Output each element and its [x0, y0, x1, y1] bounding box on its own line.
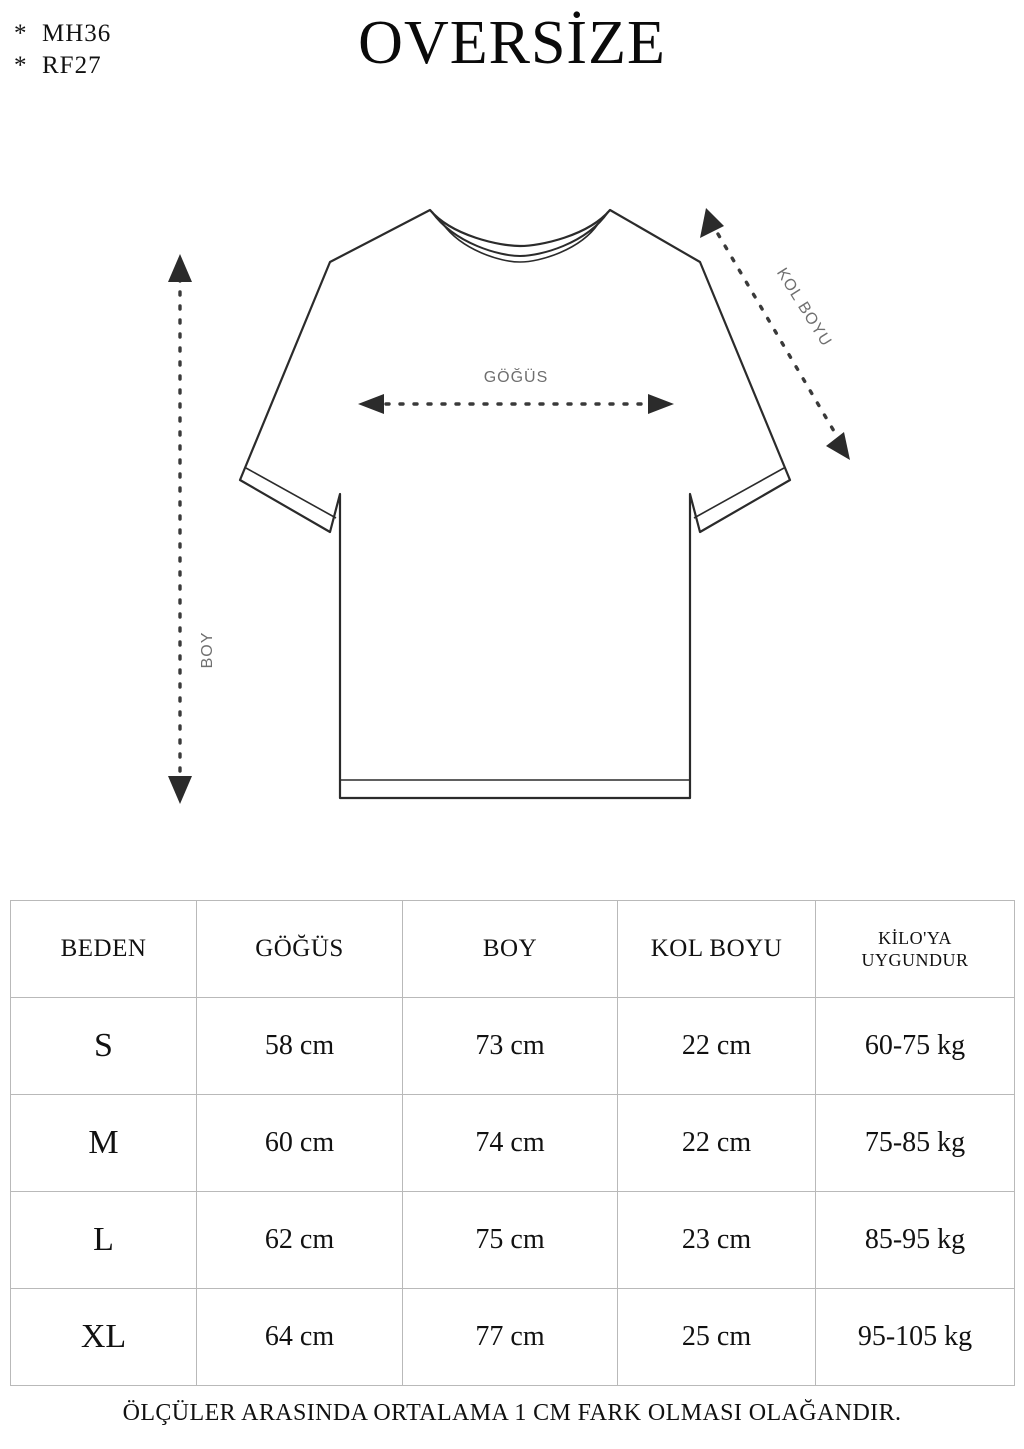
product-code-1: * MH36 [14, 20, 112, 47]
cell-kilo: 75-85 kg [816, 1095, 1015, 1192]
cell-boy: 74 cm [403, 1095, 618, 1192]
cell-boy: 75 cm [403, 1192, 618, 1289]
cell-boy: 73 cm [403, 998, 618, 1095]
tshirt-diagram [0, 150, 1024, 890]
header-boy: BOY [403, 901, 618, 998]
cell-beden: S [11, 998, 197, 1095]
size-table [10, 900, 1015, 1386]
cell-beden: M [11, 1095, 197, 1192]
product-code-2: * RF27 [14, 52, 102, 79]
cell-gogus: 58 cm [197, 998, 403, 1095]
sleeve-label: KOL BOYU [772, 265, 835, 350]
cell-kol-boyu: 22 cm [618, 1095, 816, 1192]
header-kol-boyu: KOL BOYU [618, 901, 816, 998]
header-gogus: GÖĞÜS [197, 901, 403, 998]
length-label: BOY [199, 631, 216, 669]
header-kilo-line1: KİLO'YA [878, 927, 952, 948]
cell-kol-boyu: 23 cm [618, 1192, 816, 1289]
cell-beden: L [11, 1192, 197, 1289]
header-beden: BEDEN [11, 901, 197, 998]
cell-beden: XL [11, 1289, 197, 1386]
header-kilo [816, 901, 1015, 998]
size-table-container [10, 900, 1014, 1386]
cell-kilo: 85-95 kg [816, 1192, 1015, 1289]
cell-kilo: 60-75 kg [816, 998, 1015, 1095]
table-row [11, 1289, 1015, 1386]
cell-boy: 77 cm [403, 1289, 618, 1386]
cell-kol-boyu: 22 cm [618, 998, 816, 1095]
cell-gogus: 60 cm [197, 1095, 403, 1192]
cell-kilo: 95-105 kg [816, 1289, 1015, 1386]
table-row [11, 1192, 1015, 1289]
length-measure-arrow [168, 254, 192, 804]
table-row [11, 1095, 1015, 1192]
table-header-row [11, 901, 1015, 998]
page-title: OVERSİZE [358, 9, 666, 77]
cell-gogus: 64 cm [197, 1289, 403, 1386]
chest-label: GÖĞÜS [483, 369, 549, 386]
table-row [11, 998, 1015, 1095]
cell-gogus: 62 cm [197, 1192, 403, 1289]
header-kilo-line2: UYGUNDUR [861, 950, 969, 970]
footnote: ÖLÇÜLER ARASINDA ORTALAMA 1 CM FARK OLMASI OLAĞANDIR. [122, 1400, 902, 1426]
cell-kol-boyu: 25 cm [618, 1289, 816, 1386]
